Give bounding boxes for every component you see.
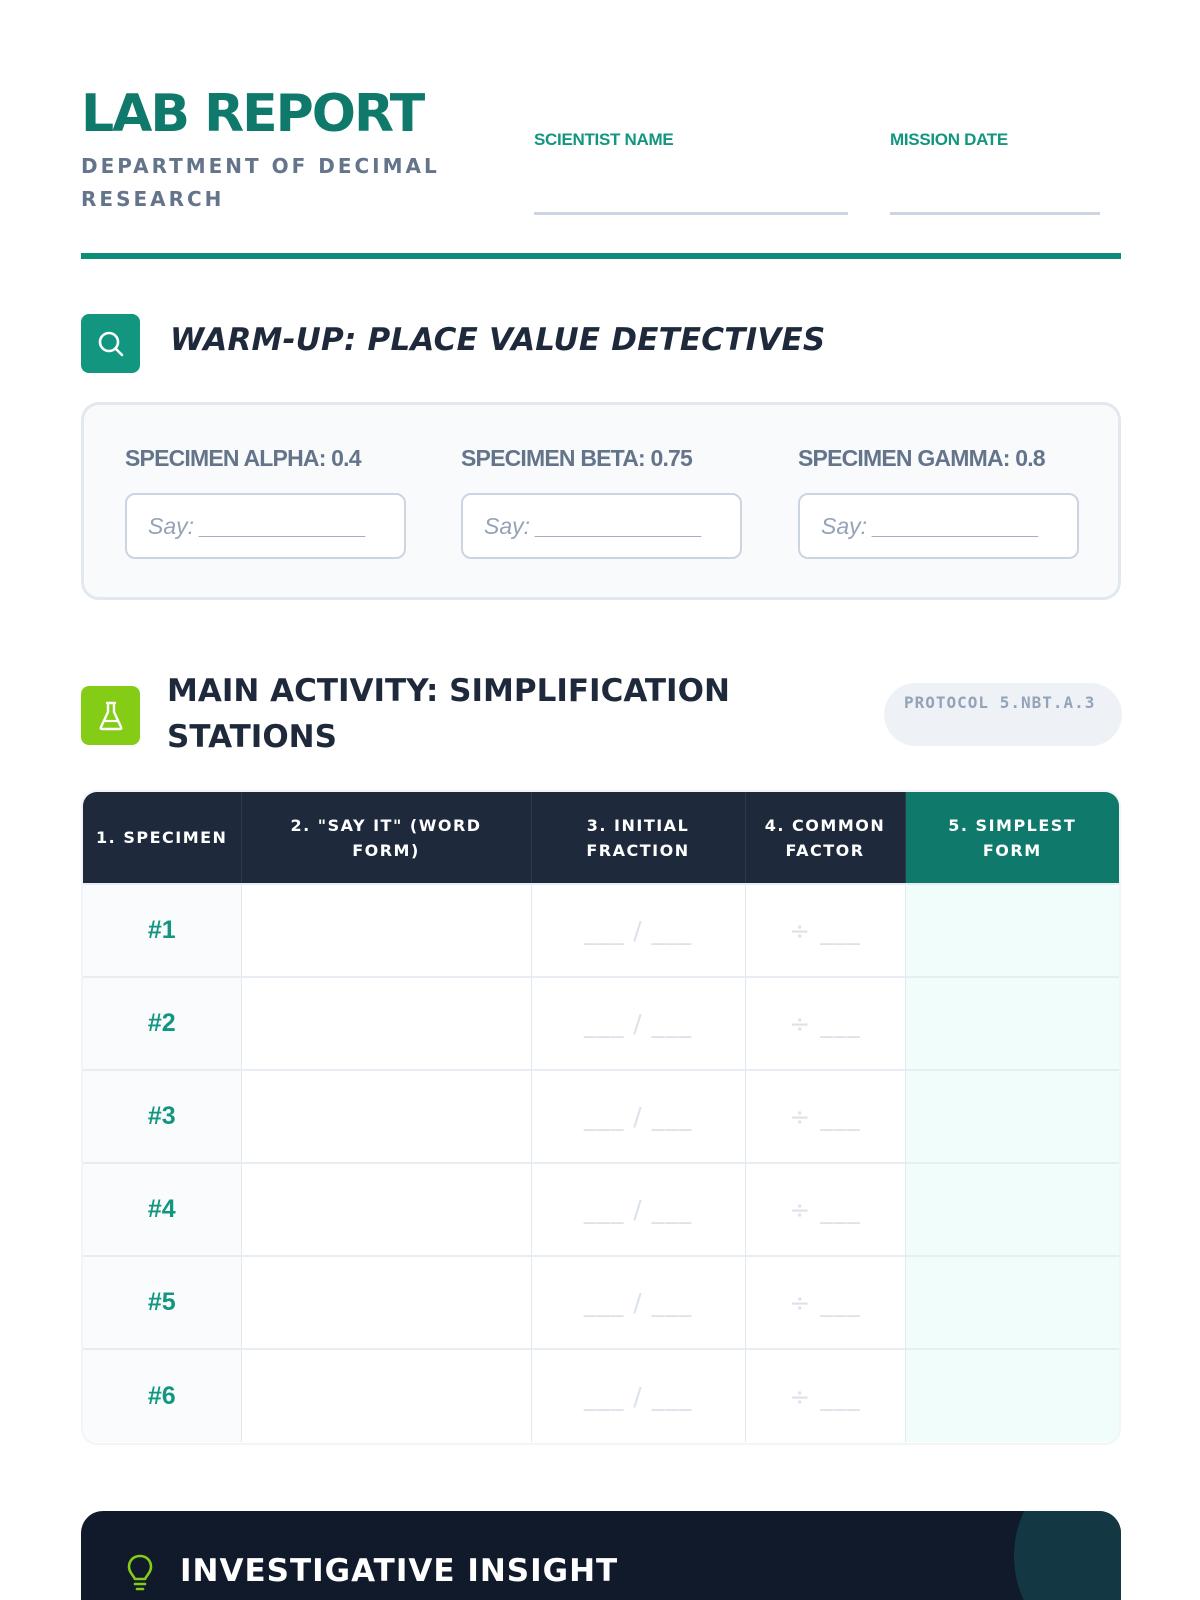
decorative-circle [1014, 1511, 1121, 1600]
table-row [83, 1163, 1119, 1256]
table-row [83, 1349, 1119, 1442]
specimen-gamma-input[interactable]: Say: _____________ [798, 493, 1079, 559]
insight-panel [81, 1511, 1121, 1600]
warmup-title: WARM-UP: PLACE VALUE DETECTIVES [170, 322, 826, 358]
report-subtitle: DEPARTMENT OF DECIMAL RESEARCH [81, 154, 440, 211]
specimen-id: #2 [83, 977, 241, 1070]
word-form-cell[interactable] [241, 1163, 531, 1256]
warmup-icon-tile [81, 314, 140, 373]
lightbulb-icon [125, 1553, 155, 1593]
common-factor-cell[interactable]: ÷ ___ [745, 1070, 905, 1163]
initial-fraction-cell[interactable]: ___ / ___ [531, 1349, 745, 1442]
header-divider [81, 253, 1121, 259]
report-header [81, 84, 1121, 264]
column-header-specimen: 1. SPECIMEN [83, 792, 241, 884]
simplest-form-cell[interactable] [905, 977, 1119, 1070]
scientist-name-field[interactable] [534, 130, 848, 150]
word-form-cell[interactable] [241, 1070, 531, 1163]
common-factor-cell[interactable]: ÷ ___ [745, 884, 905, 977]
scientist-name-line[interactable] [534, 212, 848, 215]
specimen-gamma-label: SPECIMEN GAMMA: 0.8 [798, 445, 1045, 471]
mission-date-label: MISSION DATE [890, 130, 1008, 149]
main-activity-icon-tile [81, 686, 140, 745]
initial-fraction-cell[interactable]: ___ / ___ [531, 1256, 745, 1349]
simplest-form-cell[interactable] [905, 1349, 1119, 1442]
table-row [83, 1070, 1119, 1163]
specimen-id: #3 [83, 1070, 241, 1163]
column-header-common-factor: 4. COMMON FACTOR [745, 792, 905, 884]
simplification-table [81, 790, 1121, 1445]
mission-date-line[interactable] [890, 212, 1100, 215]
column-header-simplest-form: 5. SIMPLEST FORM [905, 792, 1119, 884]
specimen-id: #6 [83, 1349, 241, 1442]
common-factor-cell[interactable]: ÷ ___ [745, 977, 905, 1070]
specimen-alpha [125, 445, 406, 539]
initial-fraction-cell[interactable]: ___ / ___ [531, 1163, 745, 1256]
table-row [83, 1256, 1119, 1349]
specimen-gamma [798, 445, 1079, 539]
word-form-cell[interactable] [241, 1256, 531, 1349]
common-factor-cell[interactable]: ÷ ___ [745, 1256, 905, 1349]
common-factor-cell[interactable]: ÷ ___ [745, 1349, 905, 1442]
specimen-beta-label: SPECIMEN BETA: 0.75 [461, 445, 693, 471]
specimen-id: #5 [83, 1256, 241, 1349]
initial-fraction-cell[interactable]: ___ / ___ [531, 977, 745, 1070]
mission-date-field[interactable] [890, 130, 1100, 150]
table-header-row [83, 792, 1119, 884]
specimen-beta [461, 445, 742, 539]
specimen-alpha-label: SPECIMEN ALPHA: 0.4 [125, 445, 361, 471]
specimen-id: #4 [83, 1163, 241, 1256]
simplest-form-cell[interactable] [905, 1070, 1119, 1163]
report-title: LAB REPORT [81, 84, 424, 144]
warmup-panel [81, 402, 1121, 600]
table-row [83, 884, 1119, 977]
column-header-initial-fraction: 3. INITIAL FRACTION [531, 792, 745, 884]
word-form-cell[interactable] [241, 884, 531, 977]
scientist-name-label: SCIENTIST NAME [534, 130, 674, 149]
simplest-form-cell[interactable] [905, 1256, 1119, 1349]
initial-fraction-cell[interactable]: ___ / ___ [531, 1070, 745, 1163]
word-form-cell[interactable] [241, 1349, 531, 1442]
common-factor-cell[interactable]: ÷ ___ [745, 1163, 905, 1256]
main-activity-title: MAIN ACTIVITY: SIMPLIFICATION STATIONS [167, 673, 730, 755]
specimen-beta-input[interactable]: Say: _____________ [461, 493, 742, 559]
initial-fraction-cell[interactable]: ___ / ___ [531, 884, 745, 977]
search-icon [96, 329, 126, 359]
flask-icon [96, 700, 126, 732]
word-form-cell[interactable] [241, 977, 531, 1070]
specimen-id: #1 [83, 884, 241, 977]
simplest-form-cell[interactable] [905, 884, 1119, 977]
protocol-badge: PROTOCOL 5.NBT.A.3 [884, 683, 1122, 746]
table-row [83, 977, 1119, 1070]
column-header-word-form: 2. "SAY IT" (WORD FORM) [241, 792, 531, 884]
insight-title: INVESTIGATIVE INSIGHT [180, 1553, 619, 1589]
specimen-alpha-input[interactable]: Say: _____________ [125, 493, 406, 559]
simplest-form-cell[interactable] [905, 1163, 1119, 1256]
